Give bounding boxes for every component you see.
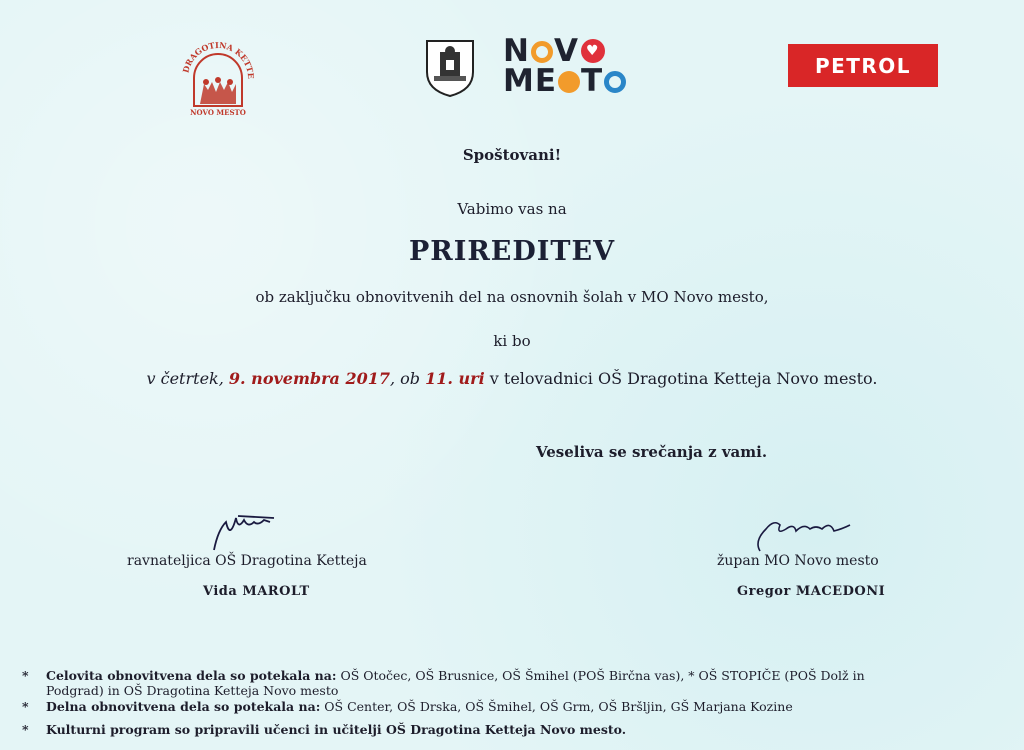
footnote-full-renovation: * Celovita obnovitvena dela so potekala na: OŠ Otočec, OŠ Brusnice, OŠ Šmihel (POŠ Birčna vas), * OŠ STOPIČE (POŠ Dolž in Podgrad) in OŠ Dragotina Ketteja Novo mesto — [22, 668, 865, 698]
signatory-left-role: ravnateljica OŠ Dragotina Ketteja — [127, 553, 367, 569]
school-logo-bottom-text: NOVO MESTO — [190, 108, 246, 117]
school-logo-top-text: DRAGOTINA KETTE — [180, 39, 257, 80]
novo-logo-o2-icon — [604, 71, 626, 93]
signature-right-icon — [750, 505, 860, 555]
novo-logo-o-icon — [531, 41, 553, 63]
closing-text: Veseliva se srečanja z vami. — [536, 443, 768, 461]
svg-text:OŠ DRAGOTINA KETTEJA — [176, 38, 256, 79]
novo-logo-s-icon — [558, 71, 580, 93]
signatory-right-role: župan MO Novo mesto — [717, 553, 879, 569]
footnote-partial-renovation: * Delna obnovitvena dela so potekala na: OŠ Center, OŠ Drska, OŠ Šmihel, OŠ Grm, OŠ Bršljin, GŠ Marjana Kozine — [22, 699, 793, 714]
novo-mesto-logo — [503, 33, 627, 102]
event-title: PRIREDITEV — [408, 236, 616, 267]
coat-of-arms-logo — [424, 38, 476, 98]
weekday-text: v četrtek, — [146, 369, 224, 388]
bullet-icon: * — [22, 668, 29, 683]
novo-logo-heart-icon: ♥ — [581, 39, 605, 63]
signatory-right-name: Gregor MACEDONI — [737, 584, 886, 599]
petrol-logo — [788, 44, 938, 87]
petrol-logo-text: PETROL — [814, 53, 912, 78]
event-date: 9. novembra 2017 — [228, 369, 390, 388]
date-time-line — [0, 369, 1024, 388]
school-logo — [176, 38, 260, 118]
footnote-cultural-program: * Kulturni program so pripravili učenci in učitelji OŠ Dragotina Ketteja Novo mesto. — [22, 722, 627, 737]
greeting: Spoštovani! — [462, 146, 562, 164]
event-time: 11. uri — [425, 369, 485, 388]
coat-of-arms-icon — [424, 38, 476, 98]
signatory-left-name: Vida MAROLT — [203, 584, 310, 599]
time-prefix: , ob — [389, 369, 421, 388]
invite-lead: Vabimo vas na — [457, 200, 567, 218]
school-emblem-icon — [176, 38, 260, 118]
signature-left-icon — [208, 500, 278, 555]
will-be-text: ki bo — [493, 332, 531, 350]
novo-logo-line-1: N V ♥ — [503, 36, 627, 66]
occasion-text: ob zaključku obnovitvenih del na osnovnih šolah v MO Novo mesto, — [255, 288, 769, 306]
bullet-icon: * — [22, 722, 29, 737]
bullet-icon: * — [22, 699, 29, 714]
event-location: v telovadnici OŠ Dragotina Ketteja Novo mesto. — [489, 369, 878, 388]
novo-logo-line-2: ME T — [503, 66, 627, 96]
